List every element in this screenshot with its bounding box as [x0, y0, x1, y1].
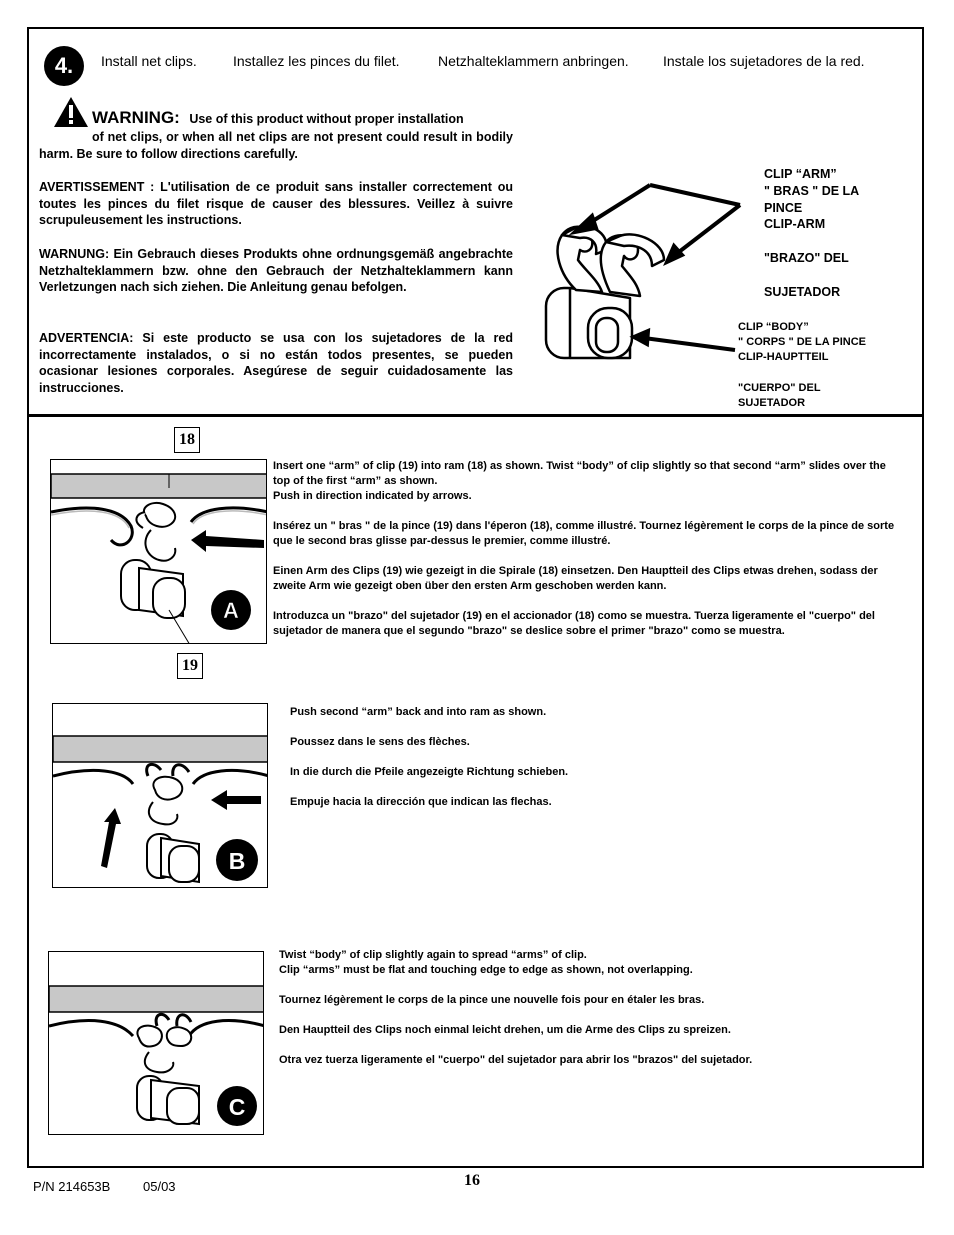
arm-label-line	[764, 267, 859, 284]
arm-label-line: " BRAS " DE LA	[764, 183, 860, 198]
step-a-text-de: Einen Arm des Clips (19) wie gezeigt in die Spirale (18) einsetzen. Den Hauptteil des Clips etwas drehen, sodass der zweite Arm wie gezeigt oben über den ersten Arm geschoben werden kann.	[273, 565, 878, 592]
warning-triangle-icon	[53, 96, 89, 128]
step-b-instructions	[290, 705, 890, 825]
arm-label-line: "BRAZO" DEL	[764, 250, 849, 265]
warning-es: ADVERTENCIA: Si este producto se usa con los sujetadores de la red incorrectamente instalados, o si no están todos presentes, se pueden ocasionar lesiones corporales. Asegúrese de seguir cuidadosamente las instrucciones.	[39, 331, 513, 396]
part-18-callout: 18	[174, 427, 200, 453]
heading-fr: Installez les pinces du filet.	[233, 53, 400, 69]
warning-de: WARNUNG: Ein Gebrauch dieses Produkts ohne ordnungsgemäß angebrachte Netzhalteklammern bzw. ohne den Gebrauch der Netzhalteklammern kann Verletzungen nach sich ziehen. Die Anleitung genau befolgen.	[39, 247, 513, 295]
clip-diagram	[540, 180, 770, 380]
step-a-text-es: Introduzca un "brazo" del sujetador (19) en el accionador (18) como se muestra. Tuerza ligeramente el "cuerpo" del sujetador de manera que el segundo "brazo" se deslice sobre el primer "brazo" como se muestra.	[273, 610, 875, 637]
step-a-illustration	[51, 460, 267, 644]
warning-en-first: Use of this product without proper installation	[189, 112, 464, 126]
part-number: P/N 214653B	[33, 1179, 111, 1194]
warning-en: of net clips, or when all net clips are not present could result in bodily harm. Be sure to follow directions carefully.	[39, 130, 513, 161]
arm-label-line	[764, 233, 859, 250]
step-b-text-fr: Poussez dans le sens des flèches.	[290, 736, 470, 748]
body-label-group	[738, 320, 866, 411]
revision-date: 05/03	[143, 1179, 176, 1194]
arm-label-line: PINCE	[764, 200, 803, 215]
step-c-letter: C	[228, 1094, 246, 1120]
body-label-line: SUJETADOR	[738, 397, 806, 409]
page-number: 16	[464, 1172, 480, 1189]
step-b-text-es: Empuje hacia la dirección que indican las flechas.	[290, 796, 552, 808]
step-c-text-fr: Tournez légèrement le corps de la pince une nouvelle fois pour en étaler les bras.	[279, 994, 705, 1006]
arm-label-group	[764, 166, 859, 300]
step-a-text-fr: Insérez un " bras " de la pince (19) dans l'éperon (18), comme illustré. Tournez légèrement le corps de la pince de sorte que le second bras glisse par-dessus le premier, comme illustré.	[273, 520, 895, 547]
step-a-instructions	[273, 459, 901, 654]
illustration-panel-b	[52, 703, 268, 888]
step-b-letter: B	[228, 848, 246, 874]
step-a-text-en: Insert one “arm” of clip (19) into ram (18) as shown. Twist “body” of clip slightly so that second “arm” slides over the top of the first “arm” as shown. Push in direction indicated by arrows.	[273, 460, 886, 502]
warning-heading	[92, 108, 514, 128]
illustration-panel-c	[48, 951, 264, 1135]
step-c-text-en: Twist “body” of clip slightly again to spread “arms” of clip. Clip “arms” must be flat and touching edge to edge as shown, not overlapping.	[279, 949, 693, 976]
heading-es: Instale los sujetadores de la red.	[663, 53, 865, 69]
step-a-letter: A	[223, 598, 239, 623]
part-19-callout: 19	[177, 653, 203, 679]
step-c-illustration	[49, 952, 264, 1135]
step-c-text-es: Otra vez tuerza ligeramente el "cuerpo" del sujetador para abrir los "brazos" del sujetador.	[279, 1054, 753, 1066]
body-label-line: CLIP-HAUPTTEIL	[738, 351, 829, 364]
warning-title: WARNING:	[92, 108, 180, 127]
arm-label-line: CLIP-ARM	[764, 217, 826, 232]
body-label-line	[738, 366, 866, 381]
step-c-instructions	[279, 948, 879, 1083]
body-label-line: CLIP “BODY”	[738, 321, 809, 333]
arm-label-line: CLIP “ARM”	[764, 167, 837, 181]
warning-fr: AVERTISSEMENT : L'utilisation de ce produit sans installer correctement ou toutes les pinces du filet risque de causer des blessures. Veillez à suivre scrupuleusement les instructions.	[39, 180, 513, 228]
illustration-panel-a	[50, 459, 267, 644]
step-b-illustration	[53, 704, 268, 888]
step-number-badge: 4.	[44, 46, 84, 86]
step-b-text-de: In die durch die Pfeile angezeigte Richtung schieben.	[290, 766, 569, 778]
heading-de: Netzhalteklammern anbringen.	[438, 53, 629, 69]
step-b-text-en: Push second “arm” back and into ram as shown.	[290, 706, 547, 718]
body-label-line: "CUERPO" DEL	[738, 381, 821, 394]
body-label-line: " CORPS " DE LA PINCE	[738, 336, 866, 349]
step-c-text-de: Den Hauptteil des Clips noch einmal leicht drehen, um die Arme des Clips zu spreizen.	[279, 1024, 731, 1036]
heading-en: Install net clips.	[101, 53, 197, 69]
arm-label-line: SUJETADOR	[764, 284, 841, 299]
section-divider	[27, 414, 924, 417]
